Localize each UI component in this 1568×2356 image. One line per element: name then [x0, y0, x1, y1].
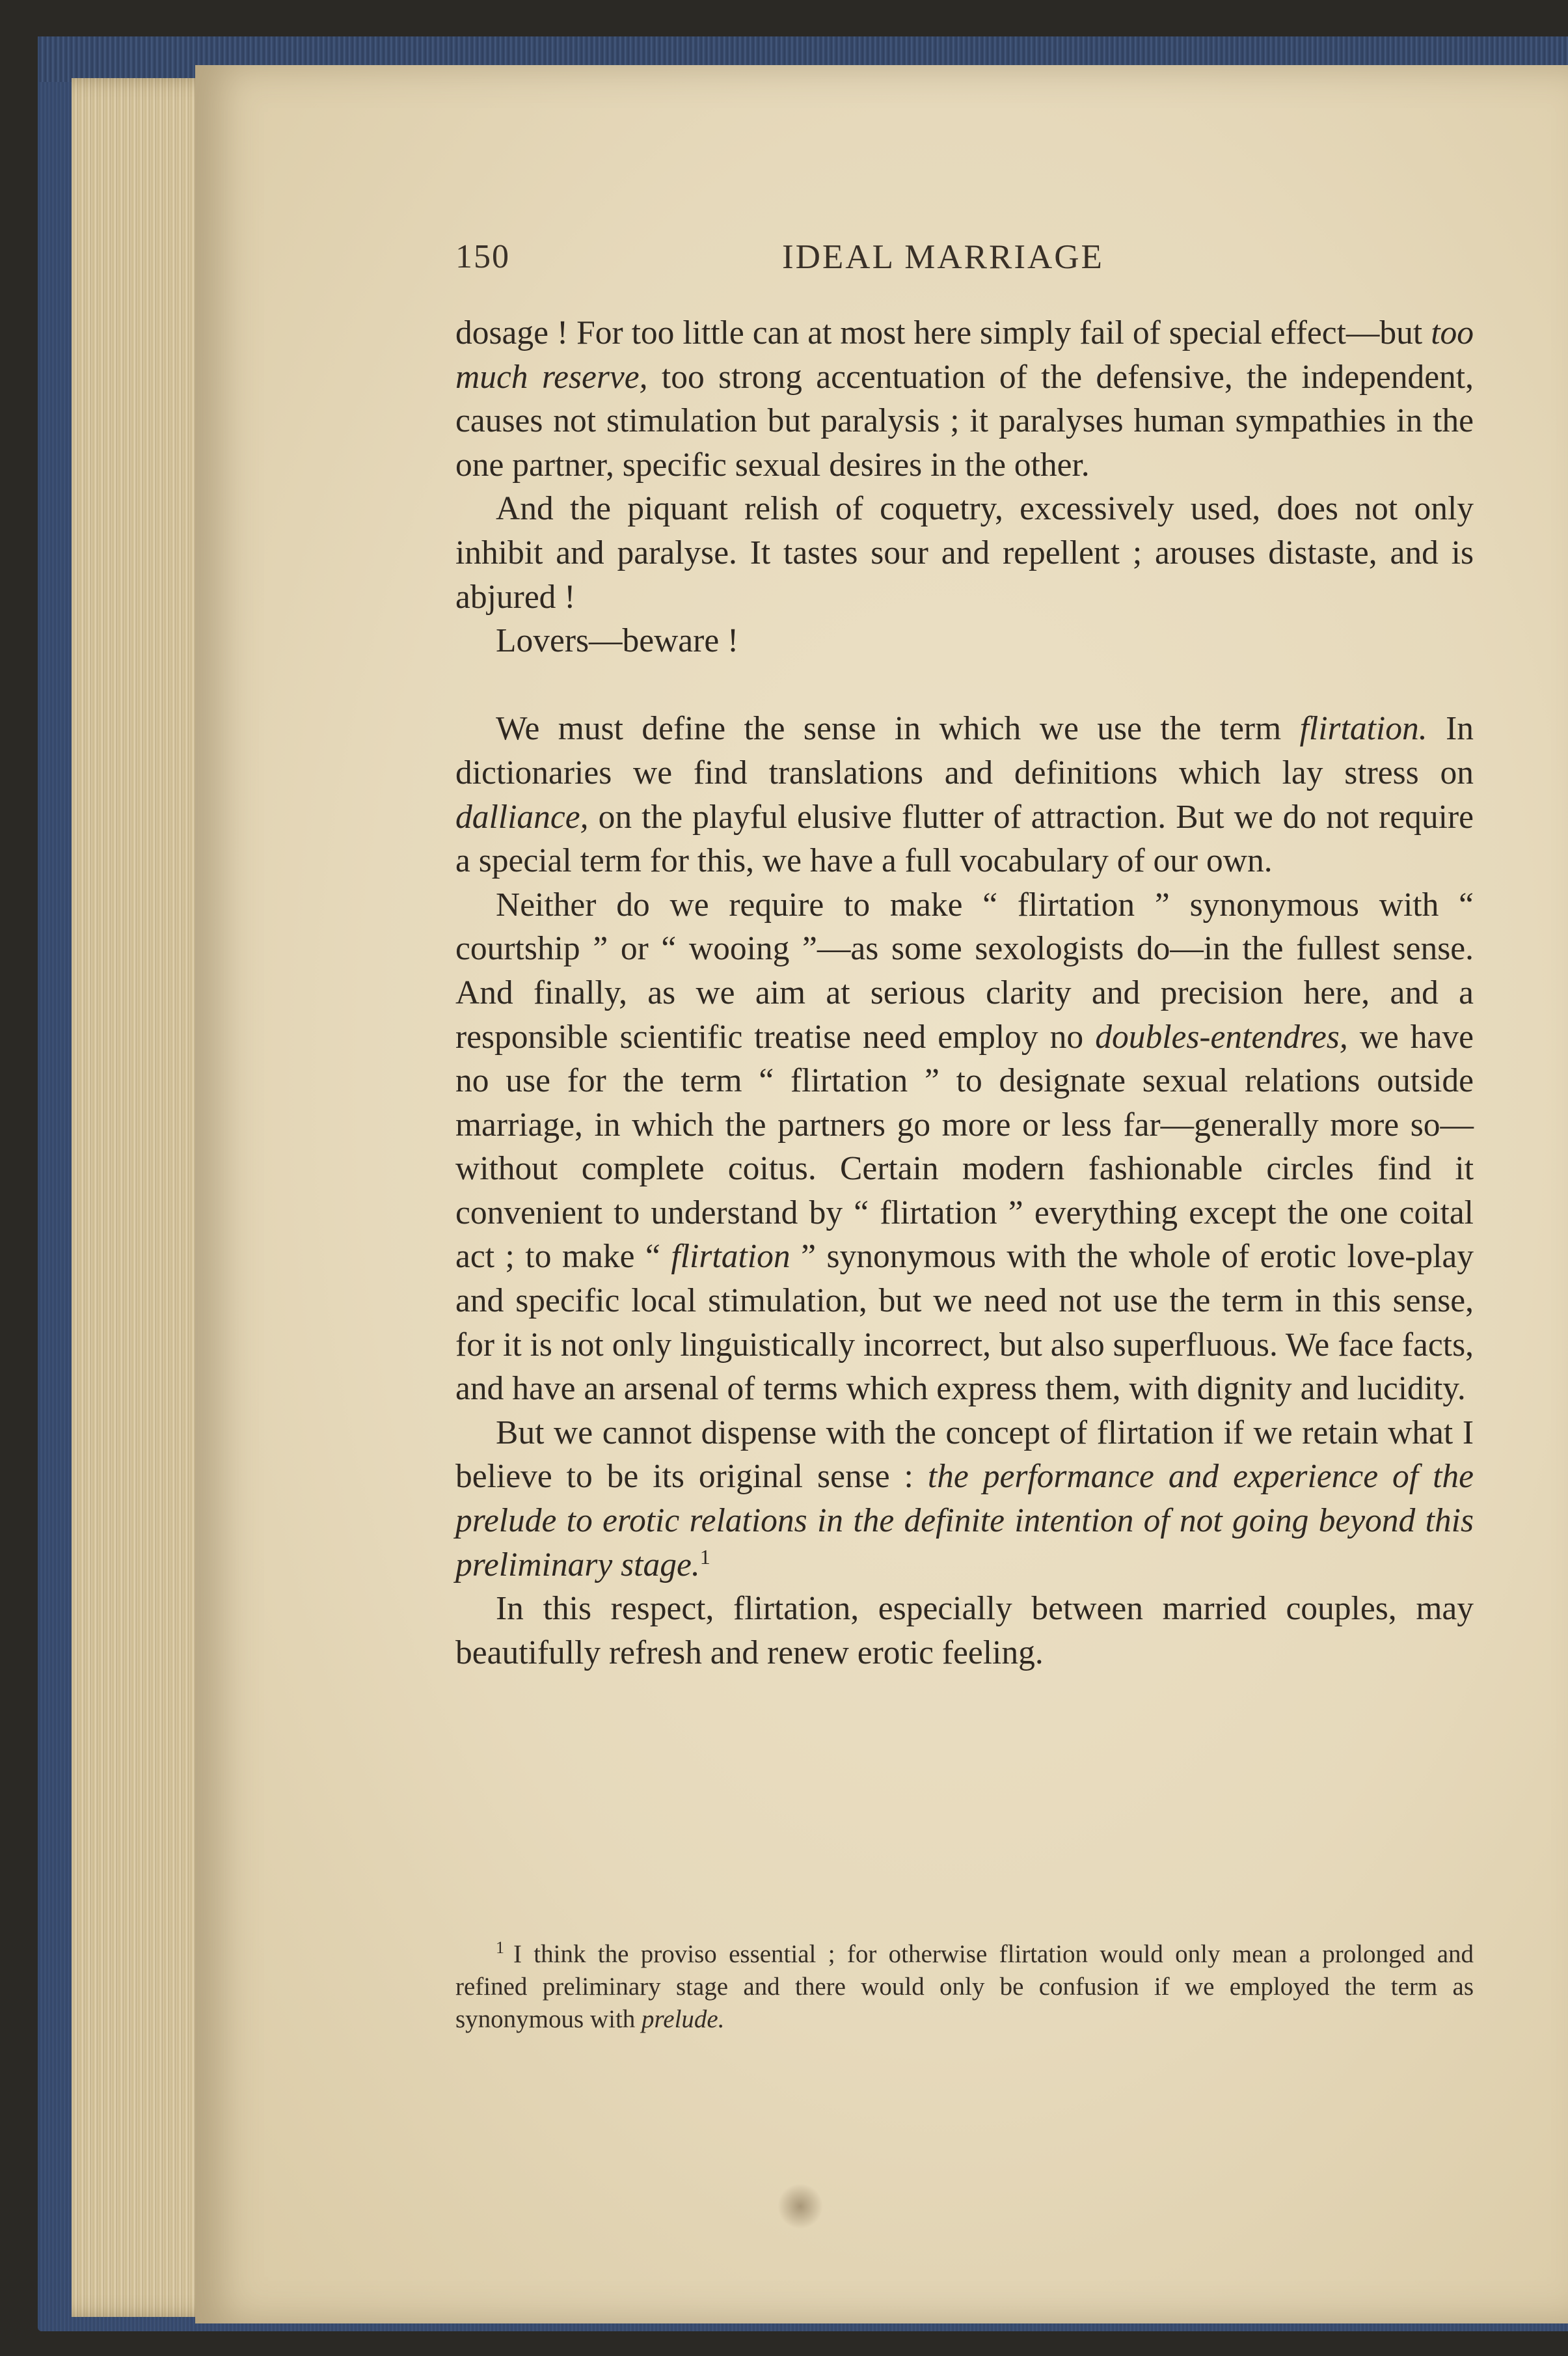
footnote-text: [455, 1938, 1474, 2036]
italic-span: the performance and experience of the prelude to erotic relations in the definite intention of not going beyond this preliminary stage.: [455, 1458, 1474, 1583]
text-span: I think the proviso essential ; for otherwise flirtation would only mean a prolonged and refined preliminary stage and there would only be confusion if we employed the term as synonymous with: [455, 1940, 1474, 2033]
italic-span: too much reserve,: [455, 314, 1474, 396]
paragraph-3: Lovers—beware !: [496, 622, 739, 660]
text-span: too strong accentuation of the defensive, the independent, causes not stimulation but paralysis ; it paralyses human sympathies in the one partner, specific sexual desires in the other.: [455, 358, 1474, 484]
text-span: we have no use for the term “ flirtation ” to designate sexual relations outside marriage, in which the partners go more or less far—generally more so—without complete coitus. Certain modern fashionable circles find it convenient to understand by “ flirtation ” everything except the one coital act ; to make “: [455, 1018, 1474, 1276]
text-span: ” synonymous with the whole of erotic love-play and specific local stimulation, but we need not use the term in this sense, for it is not only linguistically incorrect, but also superfluous. We face facts, and have an arsenal of terms which express them, with dignity and lucidity.: [455, 1238, 1474, 1408]
italic-span: flirtation: [671, 1238, 791, 1276]
footnote-mark: 1: [496, 1938, 504, 1957]
text-span: dosage ! For too little can at most here simply fail of special effect—but: [455, 314, 1431, 351]
section-gap: [455, 663, 1474, 707]
text-span: Neither do we require to make “ flirtation ” synonymous with “ courtship ” or “ wooing ”—as some sexologists do—in the fullest sense. And finally, as we aim at serious clarity and precision here, and a responsible scientific treatise need employ no: [455, 886, 1474, 1056]
paragraph-1: [455, 311, 1474, 487]
paragraph-7: In this respect, flirtation, especially between married couples, may beautifully refresh and renew erotic feeling.: [455, 1590, 1474, 1671]
italic-span: flirtation.: [1299, 710, 1427, 748]
italic-span: doubles-entendres,: [1095, 1018, 1348, 1056]
footnote: [455, 1938, 1474, 2036]
page-number: 150: [455, 238, 510, 275]
italic-span: prelude.: [642, 2005, 725, 2033]
text-span: We must define the sense in which we use the term: [496, 710, 1300, 748]
text-span: But we cannot dispense with the concept of flirtation if we retain what I believe to be its original sense :: [455, 1414, 1474, 1496]
running-head: IDEAL MARRIAGE: [782, 238, 1104, 276]
italic-span: dalliance,: [455, 798, 589, 836]
page-header: [455, 238, 1470, 283]
paragraph-6: [455, 1411, 1474, 1587]
paragraph-5: [455, 883, 1474, 1411]
paragraph-2: And the piquant relish of coquetry, excessively used, does not only inhibit and paralyse. It tastes sour and repellent ; arouses distaste, and is abjured !: [455, 490, 1474, 616]
footnote-reference: 1: [699, 1544, 710, 1568]
text-span: on the playful elusive flutter of attraction. But we do not require a special term for this, we have a full vocabulary of our own.: [455, 798, 1474, 880]
body-text: [455, 311, 1474, 1675]
ink-smudge: [777, 2184, 823, 2229]
text-span: In dictionaries we find translations and definitions which lay stress on: [455, 710, 1474, 791]
paragraph-4: [455, 707, 1474, 883]
